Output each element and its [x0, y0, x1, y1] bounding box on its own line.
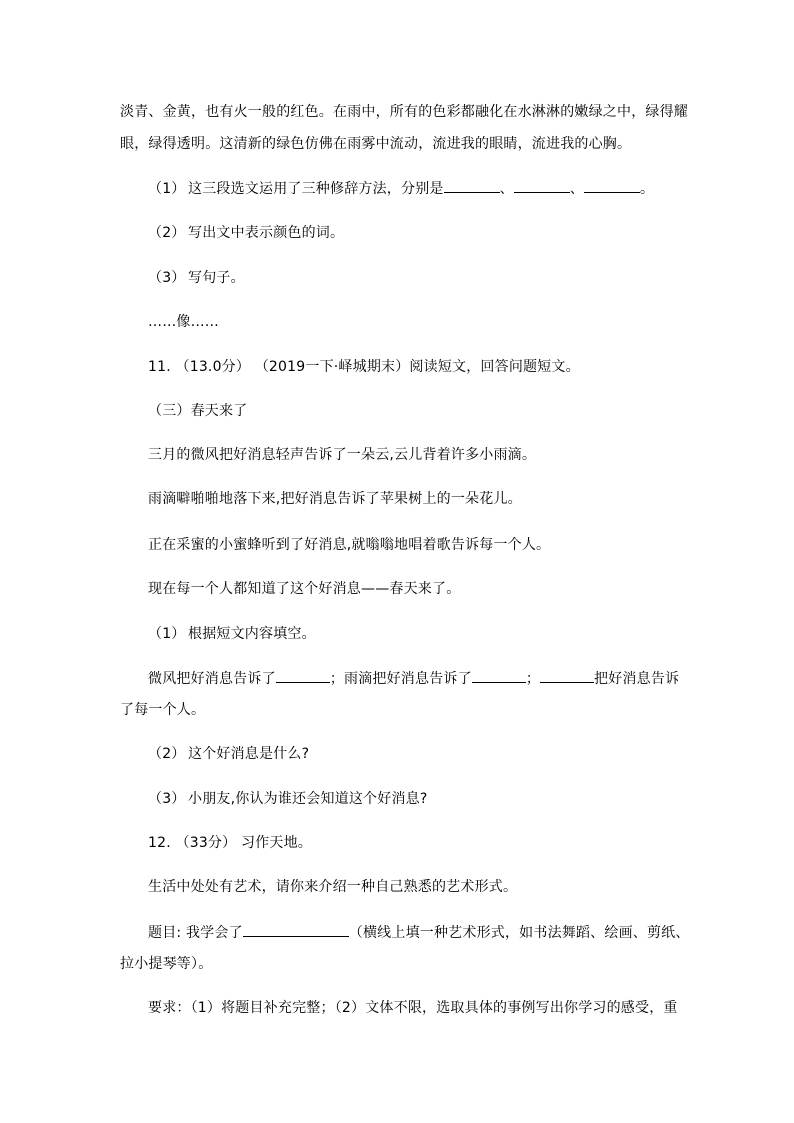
q10-sub2-number: （2）: [148, 225, 186, 241]
q12-topic-line: [148, 922, 690, 943]
fill-text: ；: [525, 671, 541, 687]
separator: 、: [499, 181, 514, 197]
q11-title: （三）春天来了: [148, 403, 248, 419]
period: 。: [640, 181, 655, 197]
topic-text: 题目: 我学会了: [148, 925, 243, 941]
q10-sub1-text: 这三段选文运用了三种修辞方法，分别是: [188, 181, 444, 197]
q10-sub2: [148, 223, 678, 243]
passage-line-1: 淡青、金黄，也有火一般的红色。在雨中，所有的色彩都融化在水淋淋的嫩绿之中，绿得耀: [120, 104, 688, 120]
q11-sub2-text: 这个好消息是什么?: [188, 746, 310, 762]
fill-text: ；雨滴把好消息告诉了: [329, 671, 472, 687]
q11-sub2: [148, 744, 678, 764]
answer-blank[interactable]: [444, 178, 500, 193]
q11-fill-line: [148, 668, 678, 689]
q12-requirements: 要求：（1）将题目补充完整；（2）文体不限，选取具体的事例写出你学习的感受，重: [148, 1000, 678, 1016]
q11-paragraph-3: 正在采蜜的小蜜蜂听到了好消息,就嗡嗡地唱着歌告诉每一个人。: [148, 537, 551, 553]
answer-blank[interactable]: [584, 178, 640, 193]
q11-header: 11. （13.0分） （2019一下·峄城期末）阅读短文，回答问题短文。: [148, 359, 580, 375]
q11-sub3: [148, 789, 678, 809]
answer-blank[interactable]: [540, 668, 594, 683]
q11-sub1-number: （1）: [148, 626, 186, 642]
q11-paragraph-1: 三月的微风把好消息轻声告诉了一朵云,云儿背着许多小雨滴。: [148, 447, 537, 463]
q10-sub1-number: （1）: [148, 181, 186, 197]
answer-blank[interactable]: [514, 178, 570, 193]
q11-paragraph-4: 现在每一个人都知道了这个好消息——春天来了。: [148, 581, 461, 597]
q11-fill-line-cont: 了每一个人。: [120, 702, 206, 718]
answer-blank[interactable]: [276, 668, 330, 683]
q10-sub3-number: （3）: [148, 270, 186, 286]
answer-blank[interactable]: [472, 668, 526, 683]
q10-sub2-text: 写出文中表示颜色的词。: [188, 225, 345, 241]
q12-topic-line-cont: 拉小提琴等）。: [120, 956, 213, 972]
q11-sub1: [148, 624, 678, 644]
fill-text: 把好消息告诉: [594, 671, 680, 687]
fill-text: 微风把好消息告诉了: [148, 671, 276, 687]
q12-intro: 生活中处处有艺术，请你来介绍一种自己熟悉的艺术形式。: [148, 879, 518, 895]
q11-sub3-number: （3）: [148, 791, 186, 807]
q10-sub1: [148, 178, 678, 199]
q11-sub2-number: （2）: [148, 746, 186, 762]
q11-paragraph-2: 雨滴噼啪啪地落下来,把好消息告诉了苹果树上的一朵花儿。: [148, 491, 522, 507]
topic-text: （横线上填一种艺术形式，如书法舞蹈、绘画、剪纸、: [348, 925, 690, 941]
q12-header: 12. （33分） 习作天地。: [148, 835, 312, 851]
q10-pattern: ……像……: [148, 314, 219, 330]
q10-sub3-text: 写句子。: [188, 270, 245, 286]
q11-sub3-text: 小朋友,你认为谁还会知道这个好消息?: [188, 791, 428, 807]
passage-line-2: 眼，绿得透明。这清新的绿色仿佛在雨雾中流动，流进我的眼睛，流进我的心胸。: [120, 136, 632, 152]
separator: 、: [569, 181, 585, 197]
q11-sub1-text: 根据短文内容填空。: [188, 626, 316, 642]
answer-blank[interactable]: [243, 922, 349, 937]
q10-sub3: [148, 268, 678, 288]
